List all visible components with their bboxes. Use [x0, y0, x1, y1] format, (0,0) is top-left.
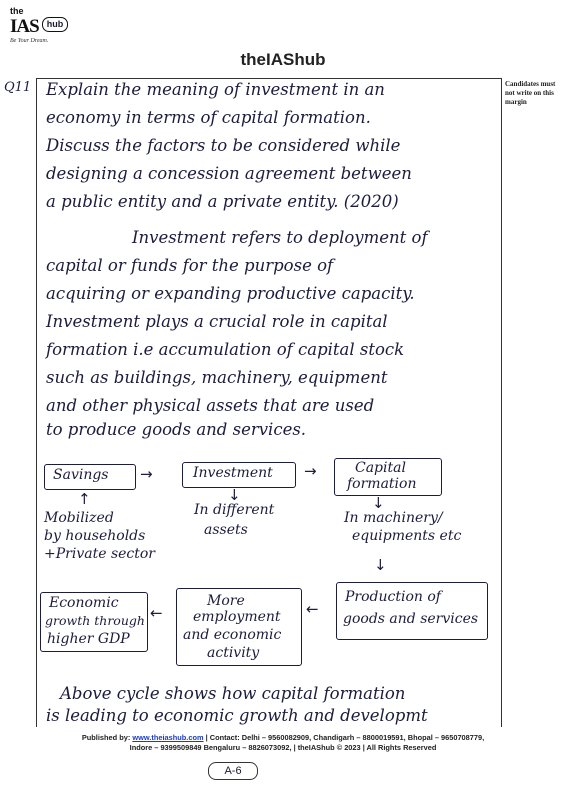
- conclusion-line: is leading to economic growth and developmt: [46, 706, 428, 725]
- mobilized-label: Mobilized: [44, 510, 114, 526]
- production-label: Production of: [345, 589, 441, 605]
- growth-label: higher GDP: [47, 631, 130, 647]
- page-number: A-6: [208, 762, 258, 780]
- machinery-label: In machinery/: [344, 510, 443, 526]
- arrow-down-icon: ↓: [228, 486, 241, 504]
- investment-box: [182, 462, 296, 488]
- assets-label: assets: [204, 522, 248, 538]
- logo-tagline: Be Your Dream.: [10, 38, 49, 44]
- production-label: goods and services: [343, 611, 479, 627]
- footer-published-by: Published by:: [81, 733, 131, 742]
- footer: [0, 733, 566, 753]
- savings-label: Savings: [53, 467, 109, 483]
- footer-website-link[interactable]: www.theiashub.com: [132, 733, 204, 742]
- mobilized-label: +Private sector: [44, 546, 155, 562]
- conclusion-line: Above cycle shows how capital formation: [60, 684, 406, 703]
- arrow-left-icon: ←: [306, 600, 319, 618]
- capital-formation-label: formation: [347, 476, 417, 492]
- employment-label: and economic: [183, 627, 282, 643]
- question-line: Discuss the factors to be considered while: [46, 136, 401, 155]
- footer-line-1: [0, 733, 566, 743]
- question-line: economy in terms of capital formation.: [46, 108, 371, 127]
- logo-hub: hub: [42, 17, 68, 32]
- employment-box: [176, 588, 302, 666]
- machinery-label: equipments etc: [352, 528, 462, 544]
- arrow-down-icon: ↓: [374, 556, 387, 574]
- growth-box: [40, 592, 148, 652]
- investment-label: Investment: [193, 465, 273, 481]
- footer-line-2: Indore – 9399509849 Bengaluru – 8826073092, | theIAShub © 2023 | All Rights Reserved: [129, 743, 437, 752]
- logo-ias: IAS: [10, 16, 39, 37]
- employment-label: employment: [193, 609, 281, 625]
- answer-line: formation i.e accumulation of capital stock: [46, 340, 405, 359]
- margin-note: Candidates must not write on this margin: [505, 80, 556, 106]
- arrow-right-icon: →: [140, 465, 153, 483]
- answer-line: Investment refers to deployment of: [132, 228, 428, 247]
- arrow-down-icon: ↓: [372, 494, 385, 512]
- answer-line: acquiring or expanding productive capacity.: [46, 284, 415, 303]
- employment-label: activity: [207, 645, 260, 661]
- answer-line: and other physical assets that are used: [46, 396, 375, 415]
- question-line: designing a concession agreement between: [46, 164, 412, 183]
- growth-label: Economic: [49, 595, 119, 611]
- answer-line: Investment plays a crucial role in capital: [46, 312, 388, 331]
- brand-title: theIAShub: [240, 50, 326, 69]
- production-box: [336, 582, 488, 640]
- capital-formation-label: Capital: [355, 460, 406, 476]
- question-number: Q11: [4, 80, 32, 95]
- arrow-left-icon: ←: [150, 604, 163, 622]
- arrow-up-icon: ↑: [78, 490, 91, 508]
- logo-the: the: [10, 6, 24, 16]
- answer-line: such as buildings, machinery, equipment: [46, 368, 388, 387]
- employment-label: More: [207, 593, 245, 609]
- capital-formation-box: [334, 458, 442, 496]
- mobilized-label: by households: [44, 528, 146, 544]
- footer-contacts: | Contact: Delhi – 9560082909, Chandigarh – 8800019591, Bhopal – 9650708779,: [205, 733, 485, 742]
- iashub-logo: [6, 4, 70, 56]
- arrow-right-icon: →: [304, 462, 317, 480]
- assets-label: In different: [194, 502, 275, 518]
- answer-line: capital or funds for the purpose of: [46, 256, 334, 275]
- savings-box: [44, 464, 136, 490]
- question-line: a public entity and a private entity. (2020): [46, 192, 399, 211]
- answer-line: to produce goods and services.: [46, 420, 307, 439]
- growth-label: growth through: [45, 613, 145, 628]
- question-line: Explain the meaning of investment in an: [46, 80, 385, 99]
